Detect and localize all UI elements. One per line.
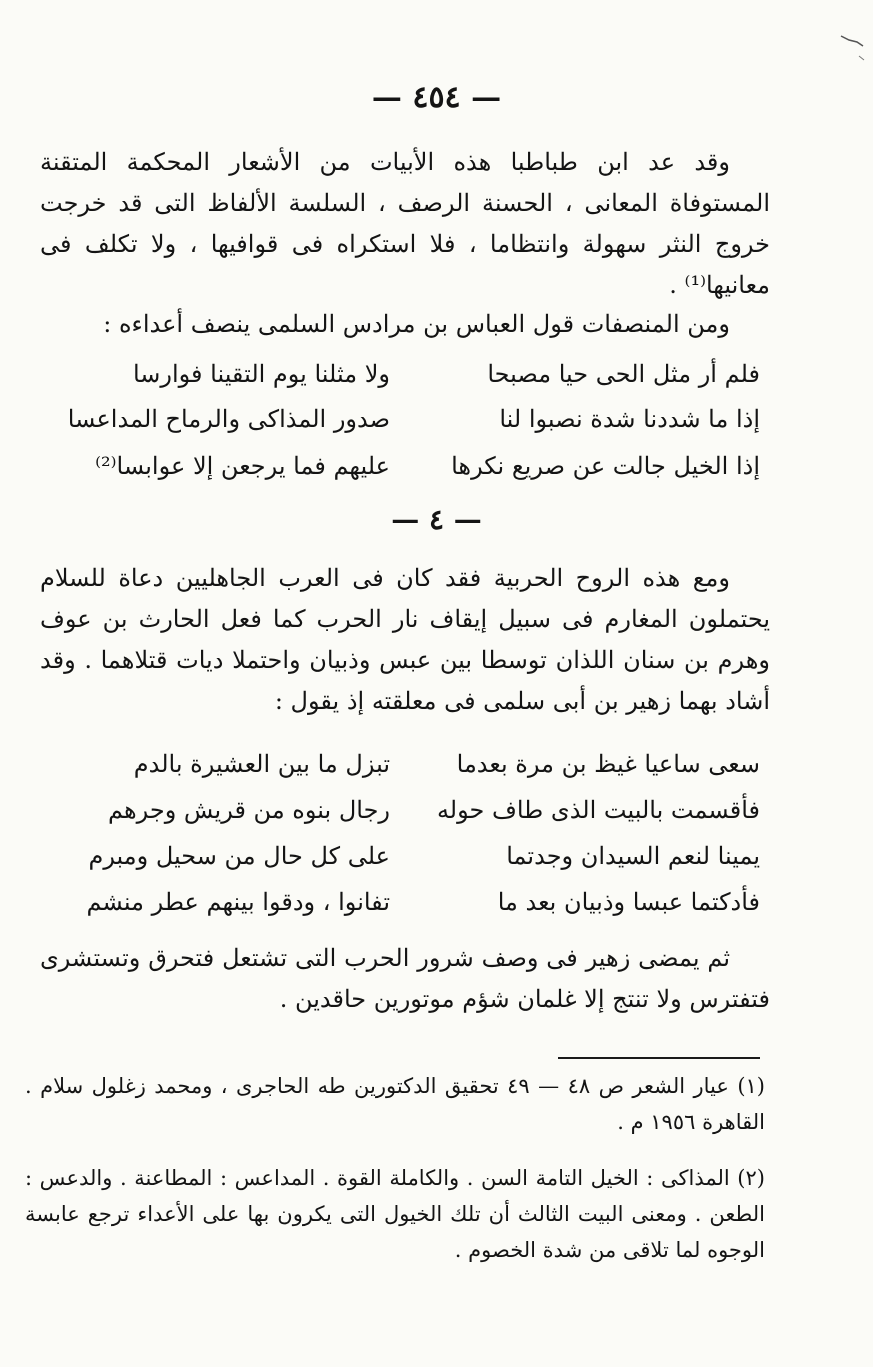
section-number: — ٤ — [391,503,482,536]
paragraph-2: ومن المنصفات قول العباس بن مرادس السلمى ينصف أعداءه : [103,310,730,338]
footnote-1: (١) عيار الشعر ص ٤٨ — ٤٩ تحقيق الدكتورين طه الحاجرى ، ومحمد زغلول سلام . القاهرة ١٩٥٦ م . [25,1074,765,1134]
verse-second-hemistich: تفانوا ، ودقوا بينهم عطر منشم [86,888,390,916]
verse-second-hemistich: عليهم فما يرجعن إلا عوابسا⁽²⁾ [95,452,390,480]
verse-first-hemistich: فأدكتما عبسا وذبيان بعد ما [497,888,760,916]
verse-second-hemistich: صدور المذاكى والرماح المداعسا [67,405,390,433]
verse-first-hemistich: يمينا لنعم السيدان وجدتما [506,842,760,870]
verse-second-hemistich: ولا مثلنا يوم التقينا فوارسا [132,360,390,388]
verse-first-hemistich: إذا الخيل جالت عن صريع نكرها [451,452,760,480]
verse-line [40,880,770,924]
scan-smudge-icon [837,30,869,74]
verse-line [40,397,770,441]
paragraph-4: ثم يمضى زهير فى وصف شرور الحرب التى تشتعل فتحرق وتستشرى فتفترس ولا تنتج إلا غلمان شؤم موتورين حاقدين . [40,944,770,1013]
verse-second-hemistich: رجال بنوه من قريش وجرهم [108,796,390,824]
verse-first-hemistich: فلم أر مثل الحى حيا مصبحا [487,360,760,388]
paragraph-1: وقد عد ابن طباطبا هذه الأبيات من الأشعار المحكمة المتقنة المستوفاة المعانى ، الحسنة الرصف ، السلسة الألفاظ التى قد خرجت خروج النثر سهولة وانتظاما ، فلا استكراه فى قوافيها ، ولا تكلف فى معانيها⁽¹⁾ . [40,148,770,299]
page-number: — ٤٥٤ — [371,80,502,115]
verse-line [40,352,770,396]
paragraph-3: ومع هذه الروح الحربية فقد كان فى العرب الجاهليين دعاة للسلام يحتملون المغارم فى سبيل إيقاف نار الحرب كما فعل الحارث بن عوف وهرم بن سنان اللذان توسطا بين عبس وذبيان واحتملا ديات قتلاهما . وقد أشاد بهما زهير بن أبى سلمى فى معلقته إذ يقول : [40,564,770,715]
footnote-divider [558,1057,760,1059]
verse-line [40,788,770,832]
verse-line [40,742,770,786]
verse-line [40,444,770,488]
verse-second-hemistich: على كل حال من سحيل ومبرم [88,842,390,870]
verse-line [40,834,770,878]
footnote-2: (٢) المذاكى : الخيل التامة السن . والكاملة القوة . المداعس : المطاعنة . والدعس : الطعن . ومعنى البيت الثالث أن تلك الخيول التى يكرون بها على الأعداء ترجع عابسة الوجوه لما تلاقى من شدة الخصوم . [25,1166,765,1262]
verse-second-hemistich: تبزل ما بين العشيرة بالدم [133,750,390,778]
verse-first-hemistich: إذا ما شددنا شدة نصبوا لنا [499,405,760,433]
verse-first-hemistich: سعى ساعيا غيظ بن مرة بعدما [456,750,760,778]
verse-first-hemistich: فأقسمت بالبيت الذى طاف حوله [436,796,760,824]
